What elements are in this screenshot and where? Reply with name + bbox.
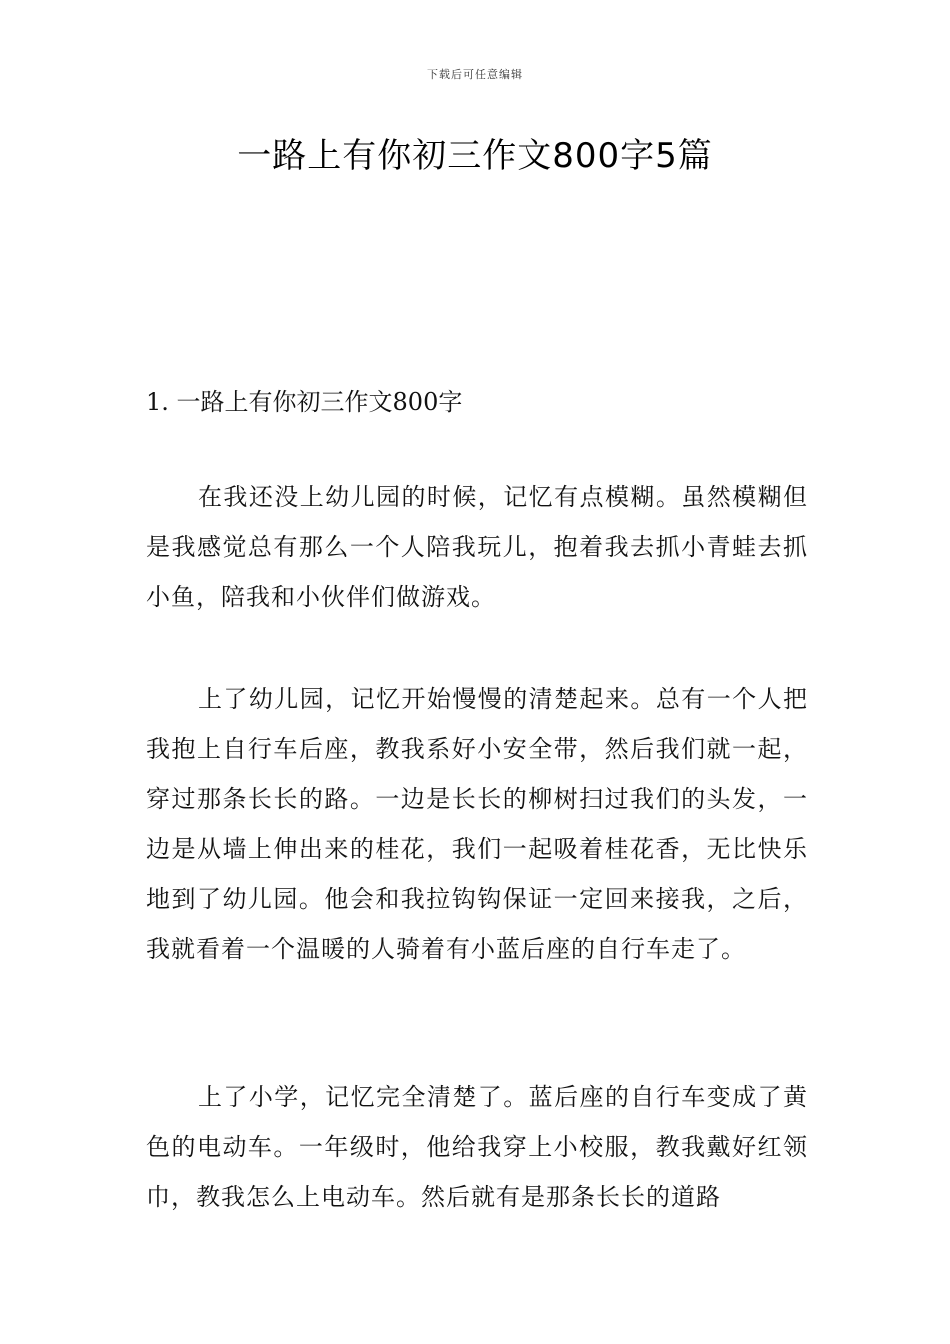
header-note: 下载后可任意编辑 — [427, 68, 523, 81]
paragraph-1: 在我还没上幼儿园的时候，记忆有点模糊。虽然模糊但是我感觉总有那么一个人陪我玩儿，抱着我去抓小青蛙去抓小鱼，陪我和小伙伴们做游戏。 — [146, 483, 808, 611]
section-heading: 1. 一路上有你初三作文800字 — [146, 388, 463, 416]
paragraph-3: 上了小学，记忆完全清楚了。蓝后座的自行车变成了黄色的电动车。一年级时，他给我穿上小校服，教我戴好红领巾，教我怎么上电动车。然后就有是那条长长的道路 — [146, 1083, 808, 1211]
paragraph-2: 上了幼儿园，记忆开始慢慢的清楚起来。总有一个人把我抱上自行车后座，教我系好小安全带，然后我们就一起，穿过那条长长的路。一边是长长的柳树扫过我们的头发，一边是从墙上伸出来的桂花，我们一起吸着桂花香，无比快乐地到了幼儿园。他会和我拉钩钩保证一定回来接我，之后，我就看着一个温暖的人骑着有小蓝后座的自行车走了。 — [146, 685, 808, 963]
document-title: 一路上有你初三作文800字5篇 — [237, 136, 713, 176]
